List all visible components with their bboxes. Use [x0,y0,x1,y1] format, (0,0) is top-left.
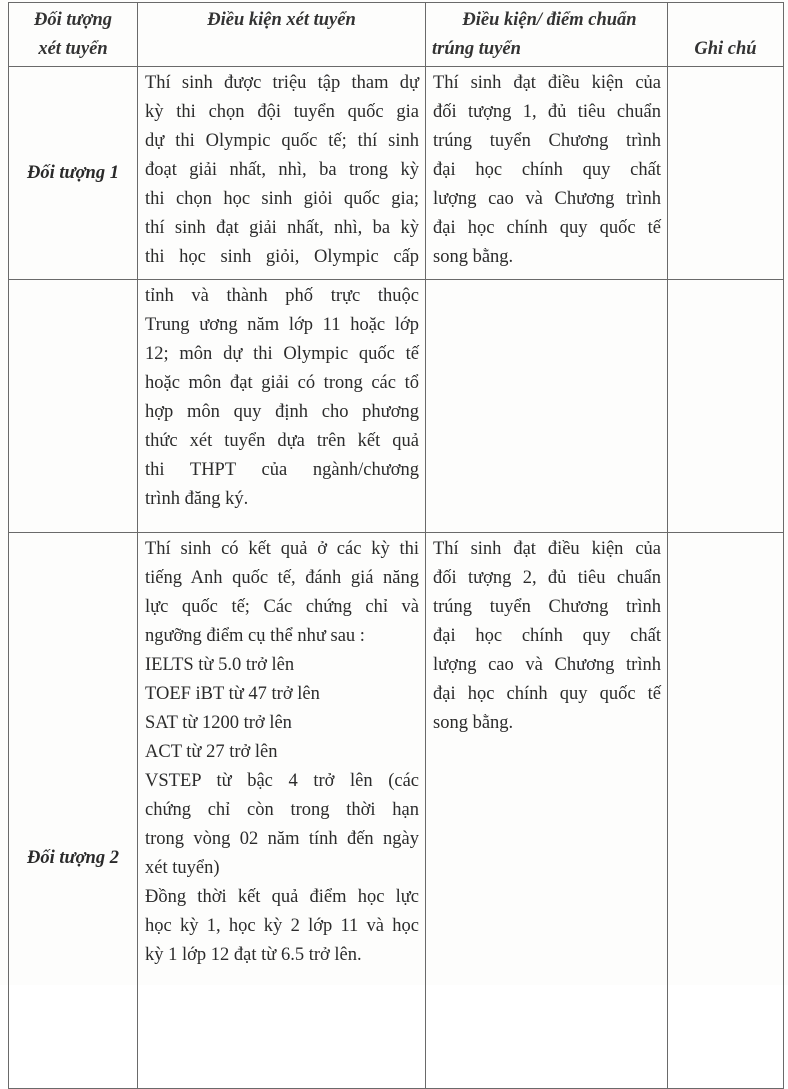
text-line: hoặc môn đạt giải có trong các tổ [145,373,419,393]
text-line: thí sinh đạt giải nhất, nhì, ba kỳ [145,218,419,238]
notes-cell [668,67,784,280]
header-passing-criteria-line1: Điều kiện/ điểm chuẩn [462,10,637,30]
text-line: lực quốc tế; Các chứng chỉ và [145,597,419,617]
text-line: Thí sinh đạt điều kiện của [433,539,661,559]
row-label: Đối tượng 2 [27,847,119,868]
text-line: trúng tuyển Chương trình [433,131,661,151]
admission-cell [426,280,668,533]
text-line: đối tượng 2, đủ tiêu chuẩn [433,568,661,588]
text-line: Thí sinh đạt điều kiện của [433,73,661,93]
header-passing-criteria [426,3,668,67]
text-line: Đồng thời kết quả điểm học lực [145,887,419,907]
row-label-cell [9,67,138,280]
text-line: song bằng. [433,247,514,267]
header-admission-conditions [138,3,426,67]
text-line: trong vòng 02 năm tính đến ngày [145,829,419,849]
text-line: thi chọn học sinh giỏi quốc gia; [145,189,419,209]
text-line: ngưỡng điểm cụ thể như sau : [145,626,365,646]
text-line: đại học chính quy chất [433,626,661,646]
text-line: Trung ương năm lớp 11 hoặc lớp [145,315,419,335]
text-line: chứng chỉ còn trong thời hạn [145,800,419,820]
text-line: ACT từ 27 trở lên [145,742,278,762]
text-line: Thí sinh có kết quả ở các kỳ thi [145,539,419,559]
text-line: đoạt giải nhất, nhì, ba trong kỳ [145,160,419,180]
table-row [9,67,784,280]
text-line: thi học sinh giỏi, Olympic cấp [145,247,419,267]
text-line: IELTS từ 5.0 trở lên [145,655,295,675]
admission-cell [426,67,668,280]
text-line: lượng cao và Chương trình [433,189,661,209]
header-notes [668,3,784,67]
table-row [9,280,784,533]
text-line: dự thi Olympic quốc tế; thí sinh [145,131,419,151]
text-line: trình đăng ký. [145,489,249,509]
text-line: tỉnh và thành phố trực thuộc [145,286,419,306]
text-line: thức xét tuyển dựa trên kết quả [145,431,419,451]
conditions-cell [138,67,426,280]
text-line: xét tuyển) [145,858,220,878]
header-target-group-line1: Đối tượng [33,10,113,30]
row-label-cell [9,533,138,1089]
text-line: kỳ thi chọn đội tuyển quốc gia [145,102,419,122]
admission-criteria-table [8,2,784,1089]
text-line: VSTEP từ bậc 4 trở lên (các [145,771,419,791]
header-target-group [9,3,138,67]
text-line: lượng cao và Chương trình [433,655,661,675]
row-label-cell [9,280,138,533]
text-line: Thí sinh được triệu tập tham dự [145,73,419,93]
text-line: đại học chính quy quốc tế [433,684,661,704]
text-line: song bằng. [433,713,514,733]
text-line: SAT từ 1200 trở lên [145,713,292,733]
text-line: học kỳ 1, học kỳ 2 lớp 11 và học [145,916,419,936]
text-line: đối tượng 1, đủ tiêu chuẩn [433,102,661,122]
notes-cell [668,533,784,1089]
notes-cell [668,280,784,533]
table-row [9,533,784,1089]
header-notes-label: Ghi chú [694,39,757,59]
text-line: hợp môn quy định cho phương [145,402,419,422]
text-line: trúng tuyển Chương trình [433,597,661,617]
text-line: 12; môn dự thi Olympic quốc tế [145,344,419,364]
conditions-cell [138,533,426,1089]
row-label: Đối tượng 1 [27,162,119,183]
text-line: kỳ 1 lớp 12 đạt từ 6.5 trở lên. [145,945,362,965]
conditions-cell [138,280,426,533]
header-admission-conditions-label: Điều kiện xét tuyển [207,10,356,30]
text-line: thi THPT của ngành/chương [145,460,419,480]
admission-cell [426,533,668,1089]
text-line: TOEF iBT từ 47 trở lên [145,684,320,704]
header-passing-criteria-line2: trúng tuyển [432,39,521,59]
table-header-row [9,3,784,67]
text-line: tiếng Anh quốc tế, đánh giá năng [145,568,419,588]
header-target-group-line2: xét tuyển [38,39,108,59]
text-line: đại học chính quy quốc tế [433,218,661,238]
text-line: đại học chính quy chất [433,160,661,180]
